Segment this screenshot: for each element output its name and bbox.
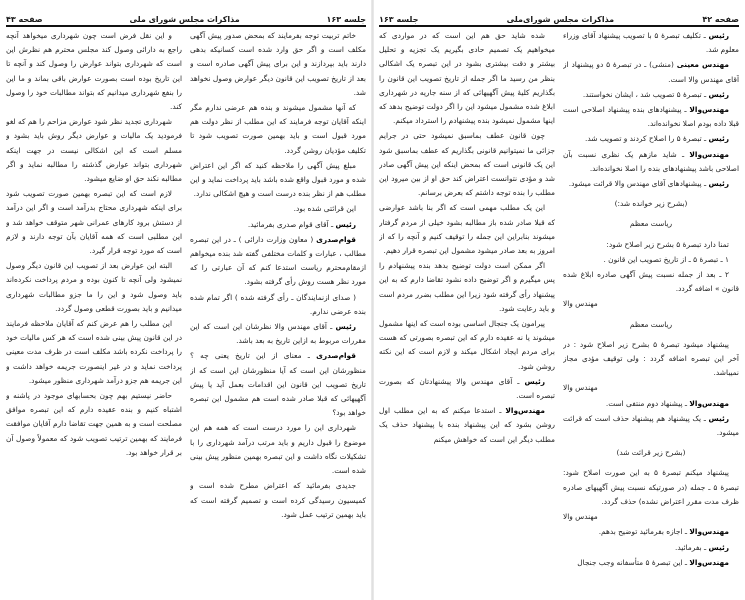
speaker-paragraph — [563, 525, 739, 539]
speaker-name: مهندس‌والا — [689, 398, 729, 408]
paragraph — [190, 29, 366, 100]
paragraph-text: مهندس والا — [563, 512, 598, 522]
text-column-left — [6, 29, 182, 596]
paragraph-text: ـ آقای مهندس والا پیشنهادتان که بصورت تبصره است. — [379, 376, 555, 401]
speaker-paragraph — [190, 218, 366, 232]
paragraph-text: البته این عوارض بعد از تصویب این قانون دیگر وصول نمیشود ولی آنچه تا کنون بوده و مردم پرداخت نکرده‌اند باید وصول شود و این را ما جزو مطالبات شهرداری میدانیم و باید بصورت قطعی وصول گردد. — [6, 261, 182, 313]
paragraph — [379, 259, 555, 316]
speaker-paragraph — [190, 349, 366, 420]
speaker-name: رئیس — [708, 31, 729, 40]
paragraph-text: شهرداری تجدید نظر شود عوارض مزاحم را هم که لغو فرمودید یک مالیات و عوارض دیگر روش باید بشود و مسلم است که این اشکالی نیست در جهت اینکه شهرداری بتواند عوارض گذشته را مطالبه نماید و اگر مطالبه نکند حق او ضایع میشود. — [6, 117, 182, 184]
paragraph — [6, 317, 182, 388]
paragraph-text: ـ تکلیف تبصرهٔ ۵ با تصویب پیشنهاد آقای وزراء معلوم شد. — [563, 31, 739, 55]
paragraph — [190, 291, 366, 319]
paragraph — [190, 479, 366, 522]
signature — [563, 297, 739, 311]
speaker-name: مهندس‌والا — [505, 406, 545, 416]
paragraph-text: ـ آقای مهندس والا نظرشان این است که این مقررات مربوط به ازاین تاریخ به بعد باشد. — [190, 322, 366, 346]
paragraph-text: پیرامون یک جنجال اساسی بوده است که اینها مشمول میشوند یا نه عقیده دارم که این تبصره بصورتی که هست برای مردم ایجاد اشکال میکند و لازم است که این نکته روشن شود. — [379, 319, 555, 371]
speaker-name: رئیس — [335, 322, 356, 332]
paragraph-text: ـ بفرمائید. — [675, 542, 709, 552]
speaker-name: مهندس‌والا — [689, 149, 729, 159]
speaker-paragraph — [563, 556, 739, 570]
paragraph-text: ریاست معظم — [629, 219, 673, 229]
speaker-paragraph — [190, 233, 366, 290]
section-heading — [563, 446, 739, 460]
paragraph-text: ۱ ـ تبصرهٔ ۵ ـ از تاریخ تصویب این قانون . — [603, 254, 729, 264]
paragraph-text: پیشنهاد میکنم تبصرهٔ ۵ به این صورت اصلاح شود: تبصرهٔ ۵ ـ جمله (در صورتیکه نسبت پیش آگهیهای صادره ظرف مدت مقرر اعتراض نشده) حذف گردد. — [563, 468, 739, 506]
paragraph-text: ـ پیشنهادهای آقای مهندس والا قرائت میشود. — [568, 179, 709, 189]
paragraph-text: و این نقل فرض است چون شهرداری میخواهد آنچه راجع به دارائی وصول کند مجلس محترم هم نظرش این است که شهرداری بتواند عوارض را وصول کند و آنچه تا این تاریخ بوده است بصورت عوارض باقی بماند و ما این را بنفع شهرداری میدانیم که بتواند مطالبات خود را وصول کند. — [6, 31, 182, 112]
paragraph-text: ـ تبصرهٔ ۵ را اصلاح کردند و تصویب شد. — [585, 134, 709, 144]
page-left — [0, 0, 372, 600]
paragraph-text: اگر ممکن است دولت توضیح بدهد بنده پیشنهادم را پس میگیرم و اگر توضیح داده نشود تقاضا دارم که به این پیشنهاد رأی گرفته شود زیرا این مطلب بضرر مردم است و باید رعایت شود. — [379, 261, 555, 313]
paragraph-text: جدیدی بفرمائید که اعتراض مطرح شده است و کمیسیون رسیدگی کرده است و تصمیم گرفته است که باید بهمین ترتیب عمل شود. — [190, 481, 366, 519]
section-heading — [563, 318, 739, 332]
speaker-paragraph — [563, 177, 739, 191]
speaker-paragraph — [563, 103, 739, 131]
paragraph — [563, 268, 739, 296]
paragraph-text: شهرداری این را مورد درست است که همه هم این موضوع را قبول داریم و باید مرتب درآمد شهرداری را با تشکیلات نگاه داشت و این تبصره بهمین منظور پیش بینی شده است. — [190, 423, 366, 476]
session-number: جلسه ۱۶۳ — [379, 15, 419, 24]
paragraph — [563, 466, 739, 509]
paragraph — [190, 101, 366, 158]
paragraph-text: که آنها مشمول میشوند و بنده هم عرضی ندارم مگر اینکه آقایان توجه فرمایند که این مطلب از نظر دولت هم مورد قبول است و باید بهمین صورت تصویب شود تا تکلیف مؤدیان روشن گردد. — [190, 103, 366, 155]
text-column-left — [379, 29, 555, 596]
speaker-paragraph — [563, 132, 739, 146]
text-columns — [6, 29, 366, 596]
speaker-name: مهندس معینی — [676, 60, 729, 70]
signature — [563, 381, 739, 395]
paragraph — [6, 115, 182, 186]
paragraph-text: ( معاون وزارت دارائی ) ـ در این تبصره مطالب ، عبارات و کلمات مختلفی گفته شد بنده میخواهم ازمقام‌محترم ریاست استدعا کنم که آن عبارتی را که مورد نظر هست روش رأی گرفته بشود. — [190, 234, 366, 287]
paragraph — [563, 338, 739, 381]
paragraph-text: (بشرح زیر خوانده شد:) — [614, 199, 688, 209]
publication-title: مذاکرات مجلس شورای‌ملی — [506, 15, 615, 24]
running-header — [379, 12, 739, 27]
speaker-name: قوام‌صدری — [316, 351, 356, 361]
paragraph-text: ـ پیشنهادهای بنده پیشنهاد اصلاحی است قبلا داده بودم اصلا نخوانده‌اند. — [563, 105, 739, 129]
paragraph — [379, 29, 555, 128]
speaker-name: مهندس‌والا — [689, 557, 729, 567]
paragraph-text: (منشی) ـ در تبصرهٔ ۵ دو پیشنهاد از آقای مهندس والا است. — [563, 60, 739, 84]
paragraph-text: ( صدای ازنمایندگان ـ رأی گرفته شده ) اگر تمام شده بنده عرضی ندارم. — [190, 292, 366, 316]
speaker-name: رئیس — [708, 413, 729, 423]
section-heading — [563, 197, 739, 211]
session-number: جلسه ۱۶۳ — [326, 15, 366, 24]
speaker-paragraph — [563, 29, 739, 57]
paragraph-text: (بشرح زیر قرائت شد) — [616, 448, 686, 458]
paragraph-text: مهندس والا — [563, 383, 598, 393]
paragraph-text: ـ پیشنهاد دوم منتفی است. — [605, 398, 690, 408]
page-right — [373, 0, 745, 600]
publication-title: مذاکرات مجلس شورای ملی — [129, 15, 240, 24]
paragraph — [6, 259, 182, 316]
speaker-name: رئیس — [708, 179, 729, 189]
speaker-paragraph — [190, 320, 366, 348]
paragraph — [6, 29, 182, 114]
speaker-name: مهندس‌والا — [689, 527, 729, 537]
paragraph-text: حاضر نیستیم بهم چون بحسابهای موجود در پاشنه و اشتباه کنیم و بنده عقیده دارم که این تبصره موافق مصلحت است و به همین جهت تقاضا دارم آقایان موافقت فرمایند که بهمین ترتیب تصویب شود که معمولاً وصول آن بر قرار خواهد بود. — [6, 391, 182, 457]
paragraph — [379, 317, 555, 374]
paragraph-text: ـ معنای از این تاریخ یعنی چه ؟ منظورشان این است که آیا منظورشان این است که از تاریخ تصویب این قانون این اقدامات بعمل آید یا پیش آگهیهائی که قبلا صادر شده است هم مشمول این تبصره خواهد بود؟ — [190, 351, 366, 418]
paragraph-text: مهندس والا — [563, 299, 598, 309]
section-heading — [563, 217, 739, 231]
speaker-name: قوام‌صدری — [316, 234, 356, 244]
paragraph-text: ـ استدعا میکنم که به این مطلب اول روشن بشود که این پیشنهاد بنده با پیشنهاد حذف یک مطلب دیگر این است که خواهش میکنم — [379, 406, 555, 444]
paragraph — [190, 421, 366, 478]
paragraph-text: پیشنهاد میشود تبصرهٔ ۵ بشرح زیر اصلاح شود : در آخر این تبصره اضافه گردد : ولی توقیف مؤدی مجاز نمیباشد. — [563, 339, 739, 378]
paragraph-text: شده شاید حق هم این است که در مواردی که میخواهیم یک تصمیم حادی بگیریم یک تجزیه و تحلیل بیشتر و دقت بیشتری بشود در این تبصره یک اشکالی بنظر من رسید ما اگر جمله از تاریخ تصویب این قانون را بگذاریم کلیهٔ پیش آگهیهائی که از سنه جاریه در شهرداری ابلاغ شده مشمول میشود این را اگر دولت توضیح بدهد که اینها مشمول نمیشود بنده پیشنهادم را استرداد میکنم. — [379, 31, 555, 126]
speaker-paragraph — [563, 58, 739, 86]
paragraph-text: این قرائتی شده بود. — [293, 204, 356, 214]
paragraph — [6, 389, 182, 460]
paragraph-text: مبلغ پیش آگهی را ملاحظه کنید که اگر این اعتراض شده و مورد قبول واقع شده باشد باید پرداخت نماید و این مطلب هم از نظر بنده درست است و هیچ اشکالی ندارد. — [190, 160, 366, 199]
paragraph-text: ریاست معظم — [629, 319, 673, 329]
paragraph-text: خاتم تربیت توجه بفرمایند که بمحض صدور پیش آگهی مکلف است و اگر حق وارد شده است کسانیکه بدهی دارند باید بپردازند و این برای پیش آگهی صادره است و بعد از تاریخ تصویب این قانون دیگر عوارض وصول نخواهد شد. — [190, 31, 366, 97]
paragraph-text: ـ یک پیشنهاد هم پیشنهاد حذف است که قرائت میشود. — [563, 413, 739, 438]
speaker-paragraph — [563, 88, 739, 102]
paragraph-text: ـ این تبصرهٔ ۵ متأسفانه وجب جنجال — [577, 557, 690, 567]
text-column-right — [190, 29, 366, 596]
paragraph-text: تمنا دارد تبصرهٔ ۵ بشرح زیر اصلاح شود: — [606, 239, 729, 249]
speaker-paragraph — [379, 404, 555, 447]
paragraph-text: چون قانون عطف بماسبق نمیشود حتی در جرایم جزائی ما نمیتوانیم قانونی بگذاریم که عطف بماسبق شود این یک قانونی است که بمحض اینکه این پیش آگهی صادر شد و مؤدی نتوانست اعتراض کند حق او از بین میرود این مطلب را بنده توجه داشتم که بعرض برسانم. — [379, 131, 555, 198]
text-columns — [379, 29, 739, 596]
text-column-right — [563, 29, 739, 596]
paragraph — [6, 187, 182, 258]
speaker-paragraph — [563, 148, 739, 176]
speaker-name: رئیس — [708, 542, 729, 552]
speaker-paragraph — [379, 375, 555, 403]
speaker-paragraph — [563, 397, 739, 411]
page-number: صفحه ۴۲ — [702, 15, 739, 24]
running-header — [6, 12, 366, 27]
paragraph-text: ـ آقای قوام صدری بفرمائید. — [247, 219, 336, 229]
paragraph-text: ـ شاید مازهم یک نظری نسبت بآن اصلاحی باشد پیشنهادهای بنده را اصلا نخوانده‌اند. — [563, 149, 739, 173]
speaker-name: مهندس‌والا — [689, 105, 729, 115]
speaker-name: رئیس — [708, 134, 729, 144]
speaker-paragraph — [563, 541, 739, 555]
paragraph — [190, 202, 366, 216]
speaker-name: رئیس — [524, 376, 545, 386]
paragraph — [379, 201, 555, 258]
signature — [563, 510, 739, 524]
paragraph — [379, 129, 555, 200]
page-number: صفحه ۴۳ — [6, 15, 43, 24]
paragraph — [190, 159, 366, 202]
paragraph-text: لازم است که این تبصره بهمین صورت تصویب شود برای اینکه شهرداری محتاج بدرآمد است و اگر این درآمد از دستش برود کارهای عمرانی شهر متوقف خواهد شد و این مطلبی است که همه آقایان بآن توجه دارند و لازم است که مورد توجه قرار گیرد. — [6, 189, 182, 256]
paragraph-text: ۲ ـ بعد از جمله نسبت پیش آگهی صادره ابلاغ شده قانون » اضافه گردد. — [563, 270, 739, 294]
speaker-name: رئیس — [335, 219, 356, 229]
paragraph-text: این یک مطلب مهمی است که اگر بنا باشد عوارضی که قبلا صادر شده باز مطالبه بشود خیلی از مردم گرفتار میشوند بنابراین این جمله را توقیف کنیم و آنچه را که از امروز به بعد صادر میشود مشمول این تبصره قرار دهیم. — [379, 203, 555, 256]
paragraph-text: ـ تبصرهٔ ۵ تصویب شد ، ایشان نخواستند. — [582, 89, 709, 99]
paragraph-text: این مطلب را هم عرض کنم که آقایان ملاحظه فرمایند در این قانون پیش بینی شده است که هر کس مالیات خود را پرداخت نکرده باشد مکلف است در ظرف مدت معینی پرداخت نماید و در غیر اینصورت جریمه خواهد داشت و این جریمه هم جزو درآمد شهرداری منظور میشود. — [6, 319, 182, 385]
paragraph-text: ـ اجازه بفرمائید توضیح بدهم. — [598, 527, 690, 537]
paragraph — [563, 253, 739, 267]
speaker-name: رئیس — [708, 89, 729, 99]
paragraph — [563, 238, 739, 252]
speaker-paragraph — [563, 412, 739, 440]
